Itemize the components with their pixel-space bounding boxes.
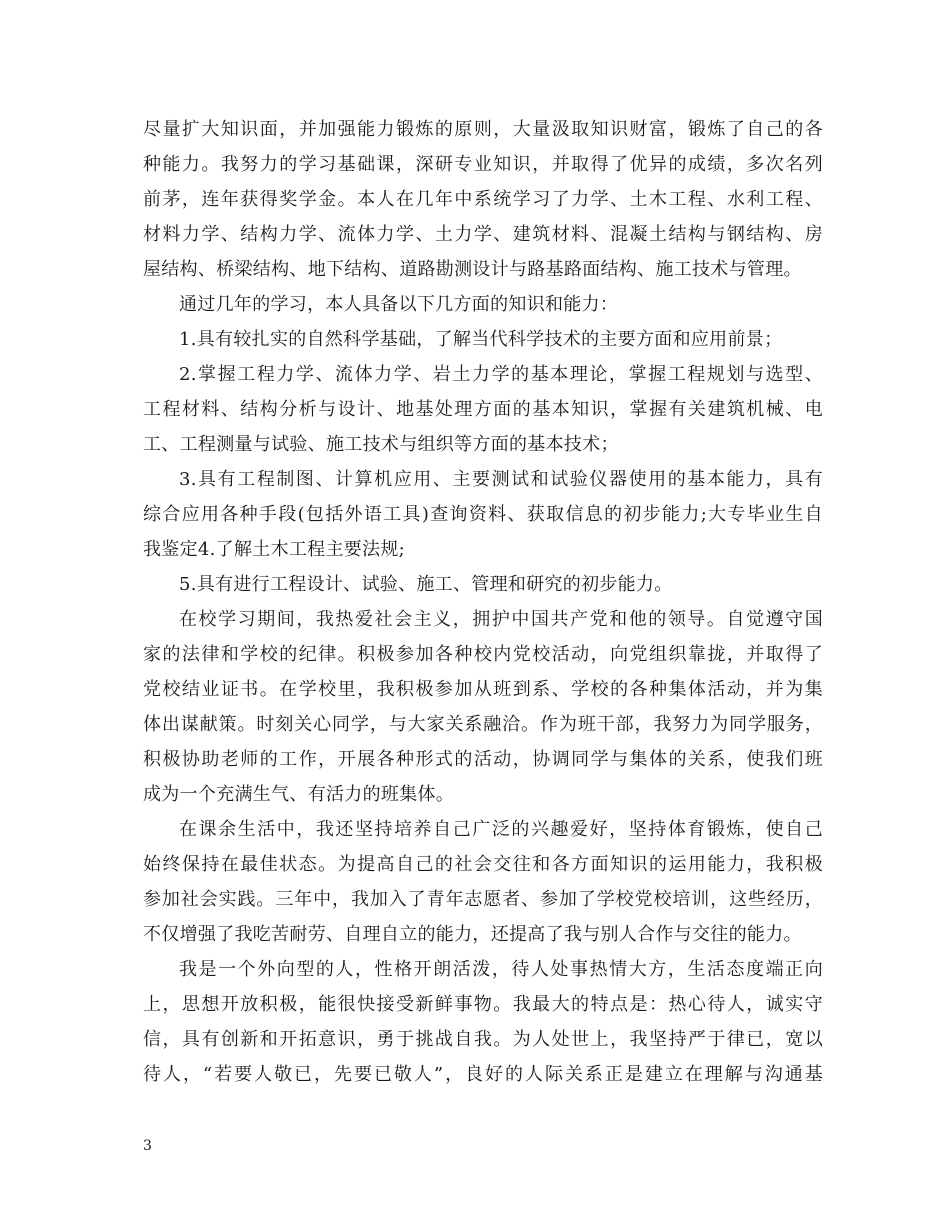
text-line: 我是一个外向型的人，性格开朗活泼，待人处事热情大方，生活态度端正向 xyxy=(179,959,823,980)
text-line: 1.具有较扎实的自然科学基础，了解当代科学技术的主要方面和应用前景； xyxy=(179,329,783,350)
text-line: 前茅，连年获得奖学金。本人在几年中系统学习了力学、土木工程、水利工程、 xyxy=(143,189,823,210)
text-line: 3.具有工程制图、计算机应用、主要测试和试验仪器使用的基本能力，具有 xyxy=(179,469,823,490)
text-line: 2.掌握工程力学、流体力学、岩土力学的基本理论，掌握工程规划与选型、 xyxy=(179,364,823,385)
text-line: 种能力。我努力的学习基础课，深研专业知识，并取得了优异的成绩，多次名列 xyxy=(143,154,823,175)
text-line: 成为一个充满生气、有活力的班集体。 xyxy=(143,784,455,805)
text-line: 参加社会实践。三年中，我加入了青年志愿者、参加了学校党校培训，这些经历， xyxy=(143,889,823,910)
text-line: 材料力学、结构力学、流体力学、土力学、建筑材料、混凝土结构与钢结构、房 xyxy=(143,224,823,245)
text-line: 工程材料、结构分析与设计、地基处理方面的基本知识，掌握有关建筑机械、电 xyxy=(143,399,823,420)
text-line: 通过几年的学习，本人具备以下几方面的知识和能力： xyxy=(179,294,619,315)
text-line: 始终保持在最佳状态。为提高自己的社会交往和各方面知识的运用能力，我积极 xyxy=(143,854,823,875)
page-number: 3 xyxy=(143,1138,152,1154)
text-line: 积极协助老师的工作，开展各种形式的活动，协调同学与集体的关系，使我们班 xyxy=(143,749,823,770)
text-line: 尽量扩大知识面，并加强能力锻炼的原则，大量汲取知识财富，锻炼了自己的各 xyxy=(143,119,823,140)
text-line: 体出谋献策。时刻关心同学，与大家关系融洽。作为班干部，我努力为同学服务， xyxy=(143,714,823,735)
text-line: 综合应用各种手段(包括外语工具)查询资料、获取信息的初步能力;大专毕业生自 xyxy=(143,504,823,525)
body-text xyxy=(143,112,823,1092)
text-line: 不仅增强了我吃苦耐劳、自理自立的能力，还提高了我与别人合作与交往的能力。 xyxy=(143,924,802,945)
text-line: 家的法律和学校的纪律。积极参加各种校内党校活动，向党组织靠拢，并取得了 xyxy=(143,644,823,665)
text-line: 在课余生活中，我还坚持培养自己广泛的兴趣爱好，坚持体育锻炼，使自己 xyxy=(179,819,823,840)
text-line: 党校结业证书。在学校里，我积极参加从班到系、学校的各种集体活动，并为集 xyxy=(143,679,823,700)
text-line: 在校学习期间，我热爱社会主义，拥护中国共产党和他的领导。自觉遵守国 xyxy=(179,609,823,630)
text-line: 上，思想开放积极，能很快接受新鲜事物。我最大的特点是：热心待人，诚实守 xyxy=(143,994,823,1015)
text-line: 工、工程测量与试验、施工技术与组织等方面的基本技术； xyxy=(143,434,619,455)
text-line: 屋结构、桥梁结构、地下结构、道路勘测设计与路基路面结构、施工技术与管理。 xyxy=(143,259,802,280)
text-line: 待人，“若要人敬已，先要已敬人”，良好的人际关系正是建立在理解与沟通基 xyxy=(143,1064,823,1085)
text-line: 信，具有创新和开拓意识，勇于挑战自我。为人处世上，我坚持严于律已，宽以 xyxy=(143,1029,823,1050)
text-line: 我鉴定4.了解土木工程主要法规; xyxy=(143,539,406,560)
text-line: 5.具有进行工程设计、试验、施工、管理和研究的初步能力。 xyxy=(179,574,673,595)
